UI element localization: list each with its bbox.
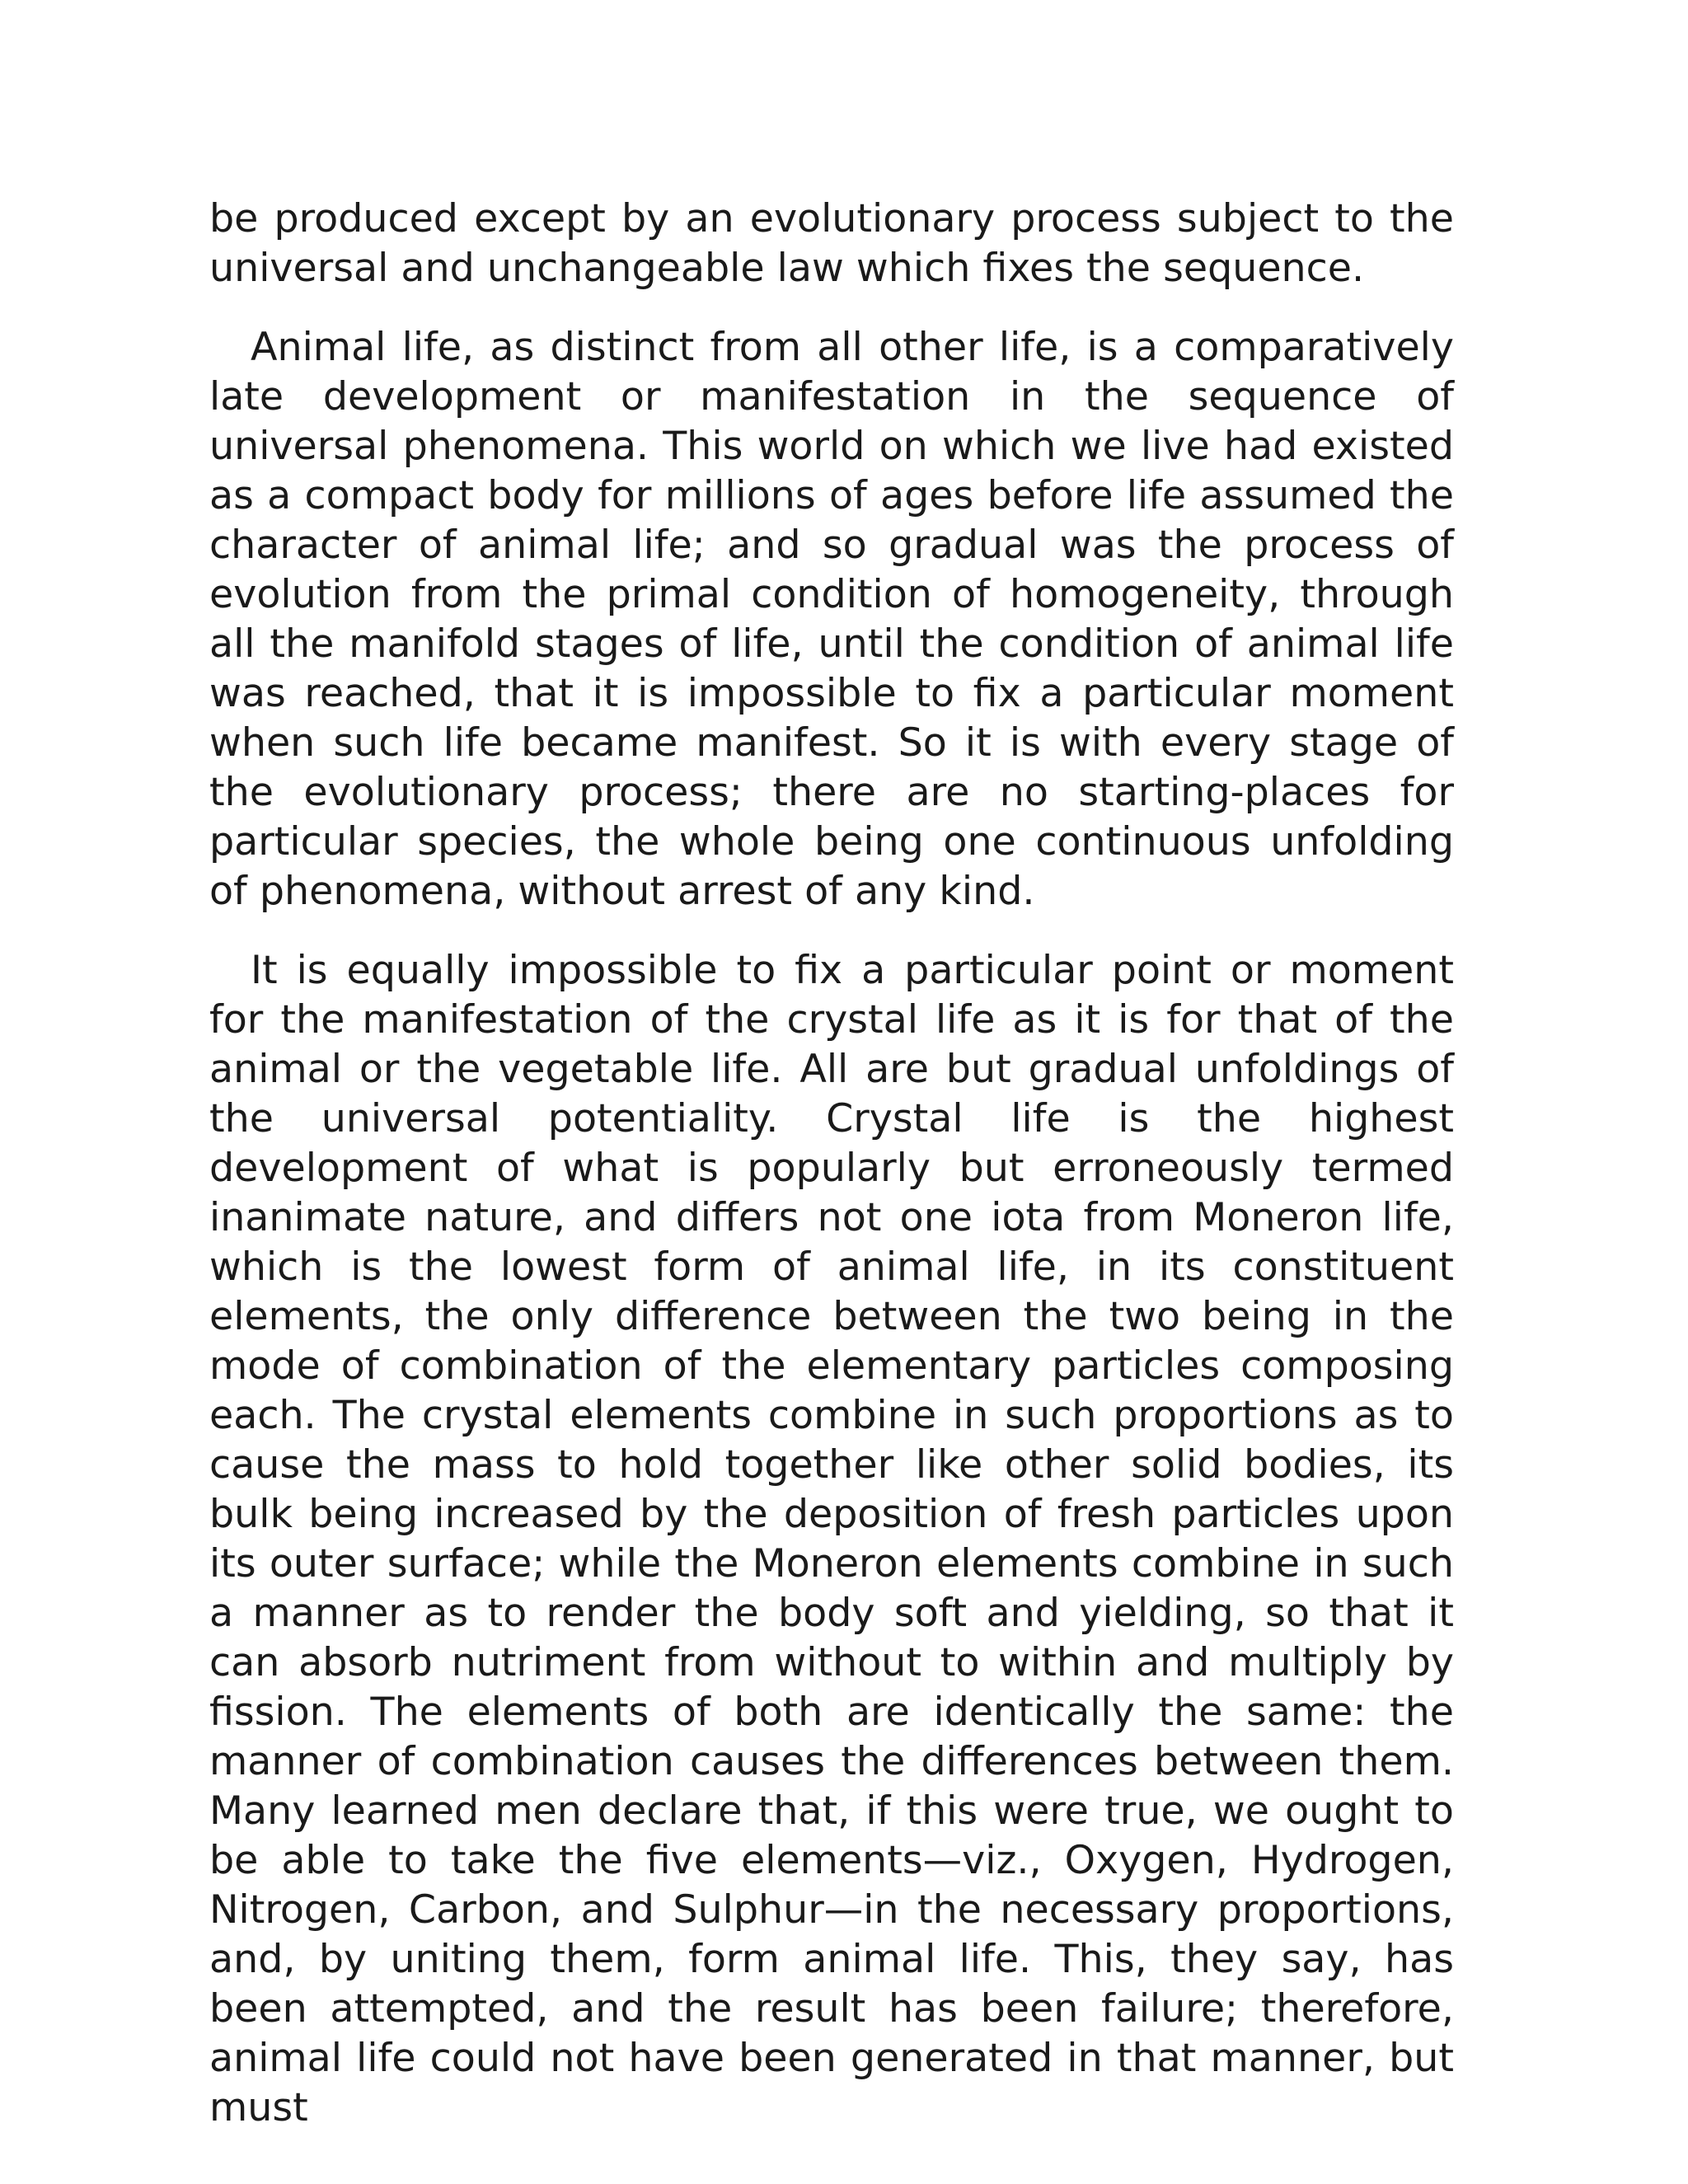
paragraph-continuation: be produced except by an evolutionary process subject to the universal and unchangeable law which fixes the sequence. <box>209 196 1454 291</box>
paragraph-animal-life: Animal life, as distinct from all other life, is a comparatively late development or manifestation in the sequence of universal phenomena. This world on which we live had existed as a compact body for millions of ages before life assumed the character of animal life; and so gradual was the process of evolution from the primal condition of homogeneity, through all the manifold stages of life, until the condition of animal life was reached, that it is impossible to fix a particular moment when such life became manifest. So it is with every stage of the evolutionary process; there are no starting-places for particular species, the whole being one continuous unfolding of phenomena, without arrest of any kind. <box>209 325 1454 914</box>
paragraph-crystal-life: It is equally impossible to fix a particular point or moment for the manifestation of the crystal life as it is for that of the animal or the vegetable life. All are but gradual unfoldings of the universal potentiality. Crystal life is the highest development of what is popularly but erroneously termed inanimate nature, and differs not one iota from Moneron life, which is the lowest form of animal life, in its constituent elements, the only difference between the two being in the mode of combination of the elementary particles composing each. The crystal elements combine in such proportions as to cause the mass to hold together like other solid bodies, its bulk being increased by the deposition of fresh particles upon its outer surface; while the Moneron elements combine in such a manner as to render the body soft and yielding, so that it can absorb nutriment from without to within and multiply by fission. The elements of both are identically the same: the manner of combination causes the differences between them. Many learned men declare that, if this were true, we ought to be able to take the five elements—viz., Oxygen, Hydrogen, Nitrogen, Carbon, and Sulphur—in the necessary proportions, and, by uniting them, form animal life. This, they say, has been attempted, and the result has been failure; therefore, animal life could not have been generated in that manner, but must <box>209 948 1454 2130</box>
page-body <box>209 194 1454 2163</box>
